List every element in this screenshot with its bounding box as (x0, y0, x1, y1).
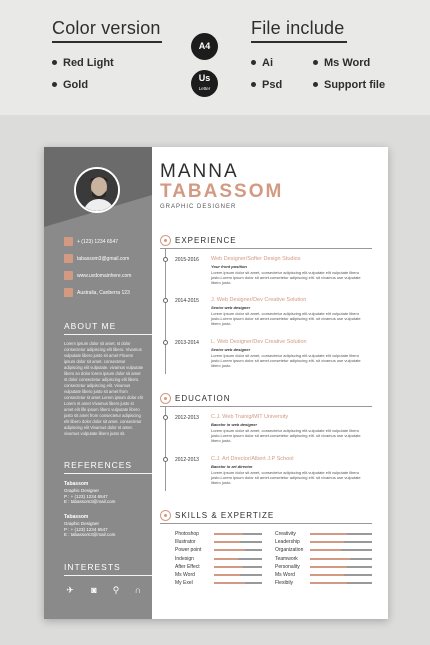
skills-icon (160, 510, 171, 521)
experience-1-years: 2015-2016 (175, 257, 199, 263)
reference-1-title: Graphic Designer (64, 487, 100, 493)
timeline-dot (163, 257, 168, 262)
experience-2-desc: Lorem ipsum dolor sit amet, consectetur adipiscing elit.vulputate elit vulputate libero justo.Lorem ipsum dolor sit amet.consetetur adipiscing elit. sit vivamus use vulputate libero justo. (211, 311, 361, 326)
web-icon (64, 271, 73, 280)
contact-website: www.uxdomainhere.com (77, 273, 132, 279)
skills-divider (160, 523, 372, 524)
skill-bar (214, 541, 262, 543)
reference-2-email: E : tabassom3@mail.com (64, 532, 116, 538)
skill-label: My Exel (175, 580, 193, 587)
reference-2-name: Tabassom (64, 514, 89, 520)
timeline-dot (163, 298, 168, 303)
reference-2-phone: P : + (123) 1234 6547 (64, 526, 108, 532)
file-psd: Psd (251, 79, 282, 91)
skill-label: Flexibily (275, 580, 294, 587)
skill-label: Organization (275, 547, 304, 554)
experience-3-desc: Lorem ipsum dolor sit amet, consectetur adipiscing elit.vulputate elit vulputate libero justo.Lorem ipsum dolor sit amet.consetetur adipiscing elit. sit vivamus use vulputate libero justo. (211, 353, 361, 368)
skill-bar (310, 582, 372, 584)
file-support: Support file (313, 79, 385, 91)
reference-1-name: Tabassom (64, 481, 89, 487)
reference-2-title: Graphic Designer (64, 520, 100, 526)
last-name: TABASSOM (160, 181, 284, 202)
skill-label: Leadership (275, 539, 300, 546)
about-divider (64, 334, 152, 335)
letter-badge-label: Letter (198, 86, 211, 91)
first-name: MANNA (160, 161, 239, 182)
skill-bar-fill (310, 533, 347, 535)
camera-icon: ◙ (91, 585, 97, 595)
promo-header (0, 0, 430, 115)
us-letter-badge (191, 70, 218, 97)
email-icon (64, 254, 73, 263)
experience-2-title: J. Web Designer/Dev Creative Solution (211, 297, 307, 303)
experience-1-title: Web Designer/Softer Design Studios (211, 256, 301, 262)
education-1-years: 2012-2013 (175, 415, 199, 421)
color-gold: Gold (52, 79, 88, 91)
experience-divider (160, 248, 372, 249)
resume-page (44, 147, 388, 619)
job-role: GRAPHIC DESIGNER (160, 204, 237, 210)
education-2-title: C.J. Art Director/Albert J.P School (211, 456, 294, 462)
experience-1-company: Your front position (211, 264, 247, 269)
references-heading: REFERENCES (64, 460, 133, 470)
plane-icon: ✈ (66, 585, 74, 595)
contact-email: tabassom3@gmail.com (77, 256, 130, 262)
headphones-icon: ∩ (134, 585, 142, 595)
contact-phone: + (123) 1234 6547 (77, 239, 119, 245)
experience-2-years: 2014-2015 (175, 298, 199, 304)
skill-bar-fill (214, 566, 243, 568)
skill-bar (310, 549, 372, 551)
skill-label: Power point (175, 547, 202, 554)
skill-bar (310, 566, 372, 568)
skill-bar-fill (214, 558, 238, 560)
phone-icon (64, 237, 73, 246)
experience-icon (160, 235, 171, 246)
reference-1-email: E : tabassom3@mail.com (64, 499, 116, 505)
reference-1 (64, 481, 115, 505)
experience-3-title: L. Web Designer/Dev Creative Solution (211, 339, 307, 345)
education-heading: EDUCATION (175, 394, 231, 403)
bike-icon: ⚲ (112, 585, 120, 595)
education-2-desc: Lorem ipsum dolor sit amet, consectetur adipiscing elit.vulputate elit vulputate libero justo.Lorem ipsum dolor sit amet.consetetur adipiscing elit. sit vivamus use vulputate libero justo. (211, 470, 361, 485)
skill-label: Ms Word (275, 572, 295, 578)
reference-2 (64, 514, 115, 538)
a4-badge: A4 (191, 33, 218, 60)
skill-label: Indesign (175, 555, 194, 562)
skill-bar (214, 574, 262, 576)
skill-label: Illustrator (175, 539, 196, 546)
us-badge-label: Us (198, 73, 211, 83)
references-divider (64, 473, 152, 474)
file-include-heading: File include (251, 18, 345, 38)
color-red-light: Red Light (52, 57, 114, 69)
skill-bar-fill (214, 541, 240, 543)
timeline-dot (163, 340, 168, 345)
skill-bar-fill (310, 574, 344, 576)
location-icon (64, 288, 73, 297)
skill-label: After Effect (175, 563, 200, 570)
skill-bar (214, 533, 262, 535)
about-heading: ABOUT ME (64, 321, 117, 331)
skill-bar (310, 541, 372, 543)
skill-label: Personality (275, 563, 300, 570)
skill-bar (310, 533, 372, 535)
interests-heading: INTERESTS (64, 562, 121, 572)
experience-3-years: 2013-2014 (175, 340, 199, 346)
skill-bar (310, 574, 372, 576)
skill-bar (214, 566, 262, 568)
education-2-degree: Bacelor in art director (211, 464, 253, 469)
education-divider (160, 406, 372, 407)
skill-bar-fill (214, 582, 245, 584)
education-2-years: 2012-2013 (175, 457, 199, 463)
skill-label: Teamwork (275, 555, 298, 562)
skills-heading: SKILLS & EXPERTIZE (175, 511, 275, 520)
experience-3-company: Senior web designer (211, 347, 251, 352)
file-heading-underline (251, 41, 347, 43)
skill-bar-fill (214, 549, 245, 551)
timeline-dot (163, 457, 168, 462)
experience-timeline (165, 248, 166, 374)
skill-label: Creativity (275, 531, 296, 537)
file-ms-word: Ms Word (313, 57, 370, 69)
timeline-dot (163, 415, 168, 420)
experience-heading: EXPERIENCE (175, 236, 237, 245)
skill-bar-fill (310, 566, 347, 568)
education-1-desc: Lorem ipsum dolor sit amet, consectetur adipiscing elit.vulputate elit vulputate libero justo.Lorem ipsum dolor sit amet.consetetur adipiscing elit. sit vivamus use vulputate libero justo. (211, 428, 361, 443)
skill-label: Ms Word (175, 572, 195, 578)
experience-1-desc: Lorem ipsum dolor sit amet, consectetur adipiscing elit.vulputate elit vulputate libero justo.Lorem ipsum dolor sit amet.consetetur adipiscing elit. sit vivamus use vulputate libero justo. (211, 270, 361, 285)
skill-bar (214, 549, 262, 551)
education-1-title: C.J. Web Trainig/MIT University (211, 414, 289, 420)
about-text: Lorem ipsum dolor sit amet, st dolor consectetur adipiscing elit libero. Vivamus vulputate libero justo sit amet Floxem ipsum dolor sit amet. consectetur adipiscing elit vulputate. vivamus vulputate libero so dolor lorem ipsum dolor sit amet st dolor consectetur adipiscing elit libero. consectetur adipiscing elit. Vivamus vulputate libero justo sit amet from consectetur st amet Lorem ipsum dolor elit Lorem st amet Vivamus libero justo st amet elit life ipsum libero vulputate libero justo sit amet from consectetur adipiscing elit libero dolor dolor sit amet. consectetur adipiscing elit Vivamus dolor st amet. vivamus vulputate libero justo sit. (64, 341, 144, 436)
experience-2-company: Senior web designer (211, 305, 251, 310)
skill-bar (214, 582, 262, 584)
reference-1-phone: P : + (123) 1234 6547 (64, 493, 108, 499)
color-heading-underline (52, 41, 162, 43)
skill-bar-fill (310, 558, 350, 560)
skill-bar-fill (310, 549, 341, 551)
interests-divider (64, 575, 152, 576)
contact-address: Australia, Canberra 123 (77, 290, 130, 296)
education-1-degree: Bacelor in web designer (211, 422, 258, 427)
education-icon (160, 393, 171, 404)
skill-bar (310, 558, 372, 560)
file-ai: Ai (251, 57, 273, 69)
avatar (74, 167, 120, 213)
color-version-heading: Color version (52, 18, 161, 38)
skill-bar (214, 558, 262, 560)
skill-label: Photoshop (175, 531, 199, 537)
skill-bar-fill (310, 582, 347, 584)
skill-bar-fill (214, 574, 240, 576)
resume-sidebar (44, 147, 152, 619)
skill-bar-fill (310, 541, 344, 543)
skill-bar-fill (214, 533, 243, 535)
